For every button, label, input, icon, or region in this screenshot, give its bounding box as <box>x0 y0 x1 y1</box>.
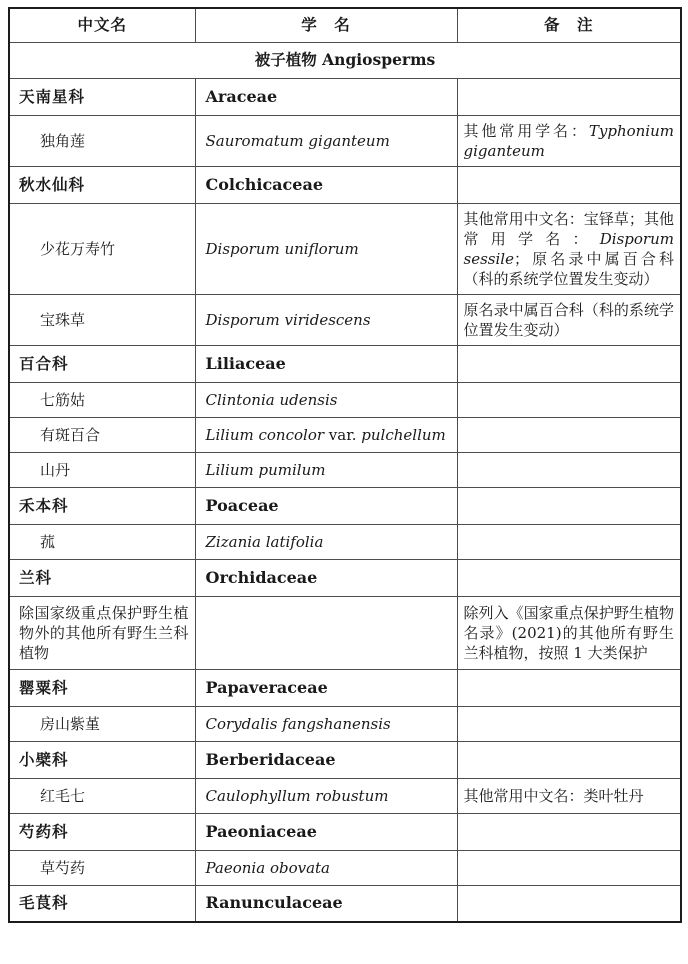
chinese-name-cell: 草芍药 <box>9 850 195 885</box>
species-row <box>9 203 681 294</box>
header-chinese-name: 中文名 <box>9 8 195 42</box>
species-row <box>9 850 681 885</box>
header-row <box>9 8 681 42</box>
note-cell <box>457 813 681 850</box>
latin-italic-text: Clintonia udensis <box>205 390 338 409</box>
note-cell <box>457 669 681 706</box>
table-header <box>9 8 681 42</box>
section-title: 被子植物 Angiosperms <box>9 42 681 78</box>
latin-italic-text: Sauromatum giganteum <box>205 131 390 150</box>
latin-italic-text: Zizania latifolia <box>205 532 324 551</box>
family-row <box>9 559 681 596</box>
regular-text: var. <box>324 425 362 444</box>
latin-italic-text: Typhonium giganteum <box>463 121 674 160</box>
scientific-name-cell <box>195 559 457 596</box>
scientific-name-cell <box>195 778 457 813</box>
note-cell <box>457 850 681 885</box>
regular-text: Ranunculaceae <box>205 893 343 913</box>
chinese-name-cell: 秋水仙科 <box>9 166 195 203</box>
chinese-name-cell: 禾本科 <box>9 487 195 524</box>
scientific-name-cell <box>195 669 457 706</box>
note-cell <box>457 487 681 524</box>
note-cell <box>457 382 681 417</box>
regular-text: Papaveraceae <box>205 677 328 697</box>
family-row <box>9 813 681 850</box>
regular-text: Berberidaceae <box>205 749 336 769</box>
scientific-name-cell <box>195 166 457 203</box>
latin-italic-text: Paeonia obovata <box>205 858 330 877</box>
regular-text: Liliaceae <box>205 353 286 373</box>
species-row <box>9 417 681 452</box>
note-cell <box>457 706 681 741</box>
scientific-name-cell <box>195 596 457 669</box>
note-cell <box>457 778 681 813</box>
species-row <box>9 778 681 813</box>
scientific-name-cell <box>195 706 457 741</box>
species-row <box>9 524 681 559</box>
family-row <box>9 78 681 115</box>
note-cell <box>457 559 681 596</box>
header-scientific-name: 学 名 <box>195 8 457 42</box>
scientific-name-cell <box>195 345 457 382</box>
note-cell <box>457 294 681 345</box>
latin-italic-text: Disporum uniflorum <box>205 239 359 258</box>
note-cell <box>457 203 681 294</box>
scientific-name-cell <box>195 294 457 345</box>
regular-text: Orchidaceae <box>205 567 318 587</box>
family-row <box>9 166 681 203</box>
regular-text: 其他常用学名： <box>463 121 589 140</box>
note-cell <box>457 596 681 669</box>
chinese-name-cell: 芍药科 <box>9 813 195 850</box>
scientific-name-cell <box>195 487 457 524</box>
species-row <box>9 452 681 487</box>
latin-italic-text: Corydalis fangshanensis <box>205 714 391 733</box>
species-row <box>9 115 681 166</box>
note-cell <box>457 524 681 559</box>
chinese-name-cell: 毛茛科 <box>9 885 195 922</box>
regular-text: 其他常用中文名：类叶牡丹 <box>463 786 644 805</box>
chinese-name-cell: 天南星科 <box>9 78 195 115</box>
chinese-name-cell: 小檗科 <box>9 741 195 778</box>
regular-text: Colchicaceae <box>205 174 324 194</box>
regular-text: 原名录中属百合科（科的系统学位置发生变动） <box>463 300 674 339</box>
note-cell <box>457 345 681 382</box>
scientific-name-cell <box>195 741 457 778</box>
scientific-name-cell <box>195 382 457 417</box>
note-cell <box>457 115 681 166</box>
species-row <box>9 706 681 741</box>
section-row-angiosperms <box>9 42 681 78</box>
header-notes: 备 注 <box>457 8 681 42</box>
note-cell <box>457 741 681 778</box>
regular-text: Paeoniaceae <box>205 821 317 841</box>
latin-italic-text: Disporum viridescens <box>205 310 371 329</box>
species-row <box>9 294 681 345</box>
latin-italic-text: Lilium concolor <box>205 425 325 444</box>
regular-text: Araceae <box>205 86 278 106</box>
scientific-name-cell <box>195 524 457 559</box>
latin-italic-text: Disporum sessile <box>463 229 674 268</box>
scientific-name-cell <box>195 78 457 115</box>
chinese-name-cell: 房山紫堇 <box>9 706 195 741</box>
family-row <box>9 345 681 382</box>
chinese-name-cell: 七筋姑 <box>9 382 195 417</box>
group-row <box>9 596 681 669</box>
latin-italic-text: Lilium pumilum <box>205 460 326 479</box>
chinese-name-cell: 百合科 <box>9 345 195 382</box>
regular-text: 除列入《国家重点保护野生植物名录》(2021)的其他所有野生兰科植物，按照 1 大类保护 <box>463 603 674 662</box>
scientific-name-cell <box>195 115 457 166</box>
family-row <box>9 885 681 922</box>
note-cell <box>457 78 681 115</box>
chinese-name-cell: 少花万寿竹 <box>9 203 195 294</box>
chinese-name-cell: 兰科 <box>9 559 195 596</box>
note-cell <box>457 885 681 922</box>
family-row <box>9 741 681 778</box>
chinese-name-cell: 独角莲 <box>9 115 195 166</box>
regular-text: 其他常用中文名：宝铎草；其他常用学名： <box>463 209 674 248</box>
chinese-name-cell: 菰 <box>9 524 195 559</box>
plant-species-table <box>8 7 682 923</box>
latin-italic-text: pulchellum <box>361 425 446 444</box>
family-row <box>9 669 681 706</box>
note-cell <box>457 452 681 487</box>
regular-text: ；原名录中属百合科（科的系统学位置发生变动） <box>463 249 674 288</box>
scientific-name-cell <box>195 813 457 850</box>
species-row <box>9 382 681 417</box>
scientific-name-cell <box>195 885 457 922</box>
scientific-name-cell <box>195 417 457 452</box>
note-cell <box>457 417 681 452</box>
table-body <box>9 42 681 922</box>
chinese-name-cell: 山丹 <box>9 452 195 487</box>
scientific-name-cell <box>195 452 457 487</box>
family-row <box>9 487 681 524</box>
chinese-name-cell: 宝珠草 <box>9 294 195 345</box>
scientific-name-cell <box>195 850 457 885</box>
chinese-name-cell: 罂粟科 <box>9 669 195 706</box>
chinese-name-cell: 除国家级重点保护野生植物外的其他所有野生兰科植物 <box>9 596 195 669</box>
chinese-name-cell: 红毛七 <box>9 778 195 813</box>
scientific-name-cell <box>195 203 457 294</box>
latin-italic-text: Caulophyllum robustum <box>205 786 389 805</box>
note-cell <box>457 166 681 203</box>
regular-text: Poaceae <box>205 495 279 515</box>
chinese-name-cell: 有斑百合 <box>9 417 195 452</box>
